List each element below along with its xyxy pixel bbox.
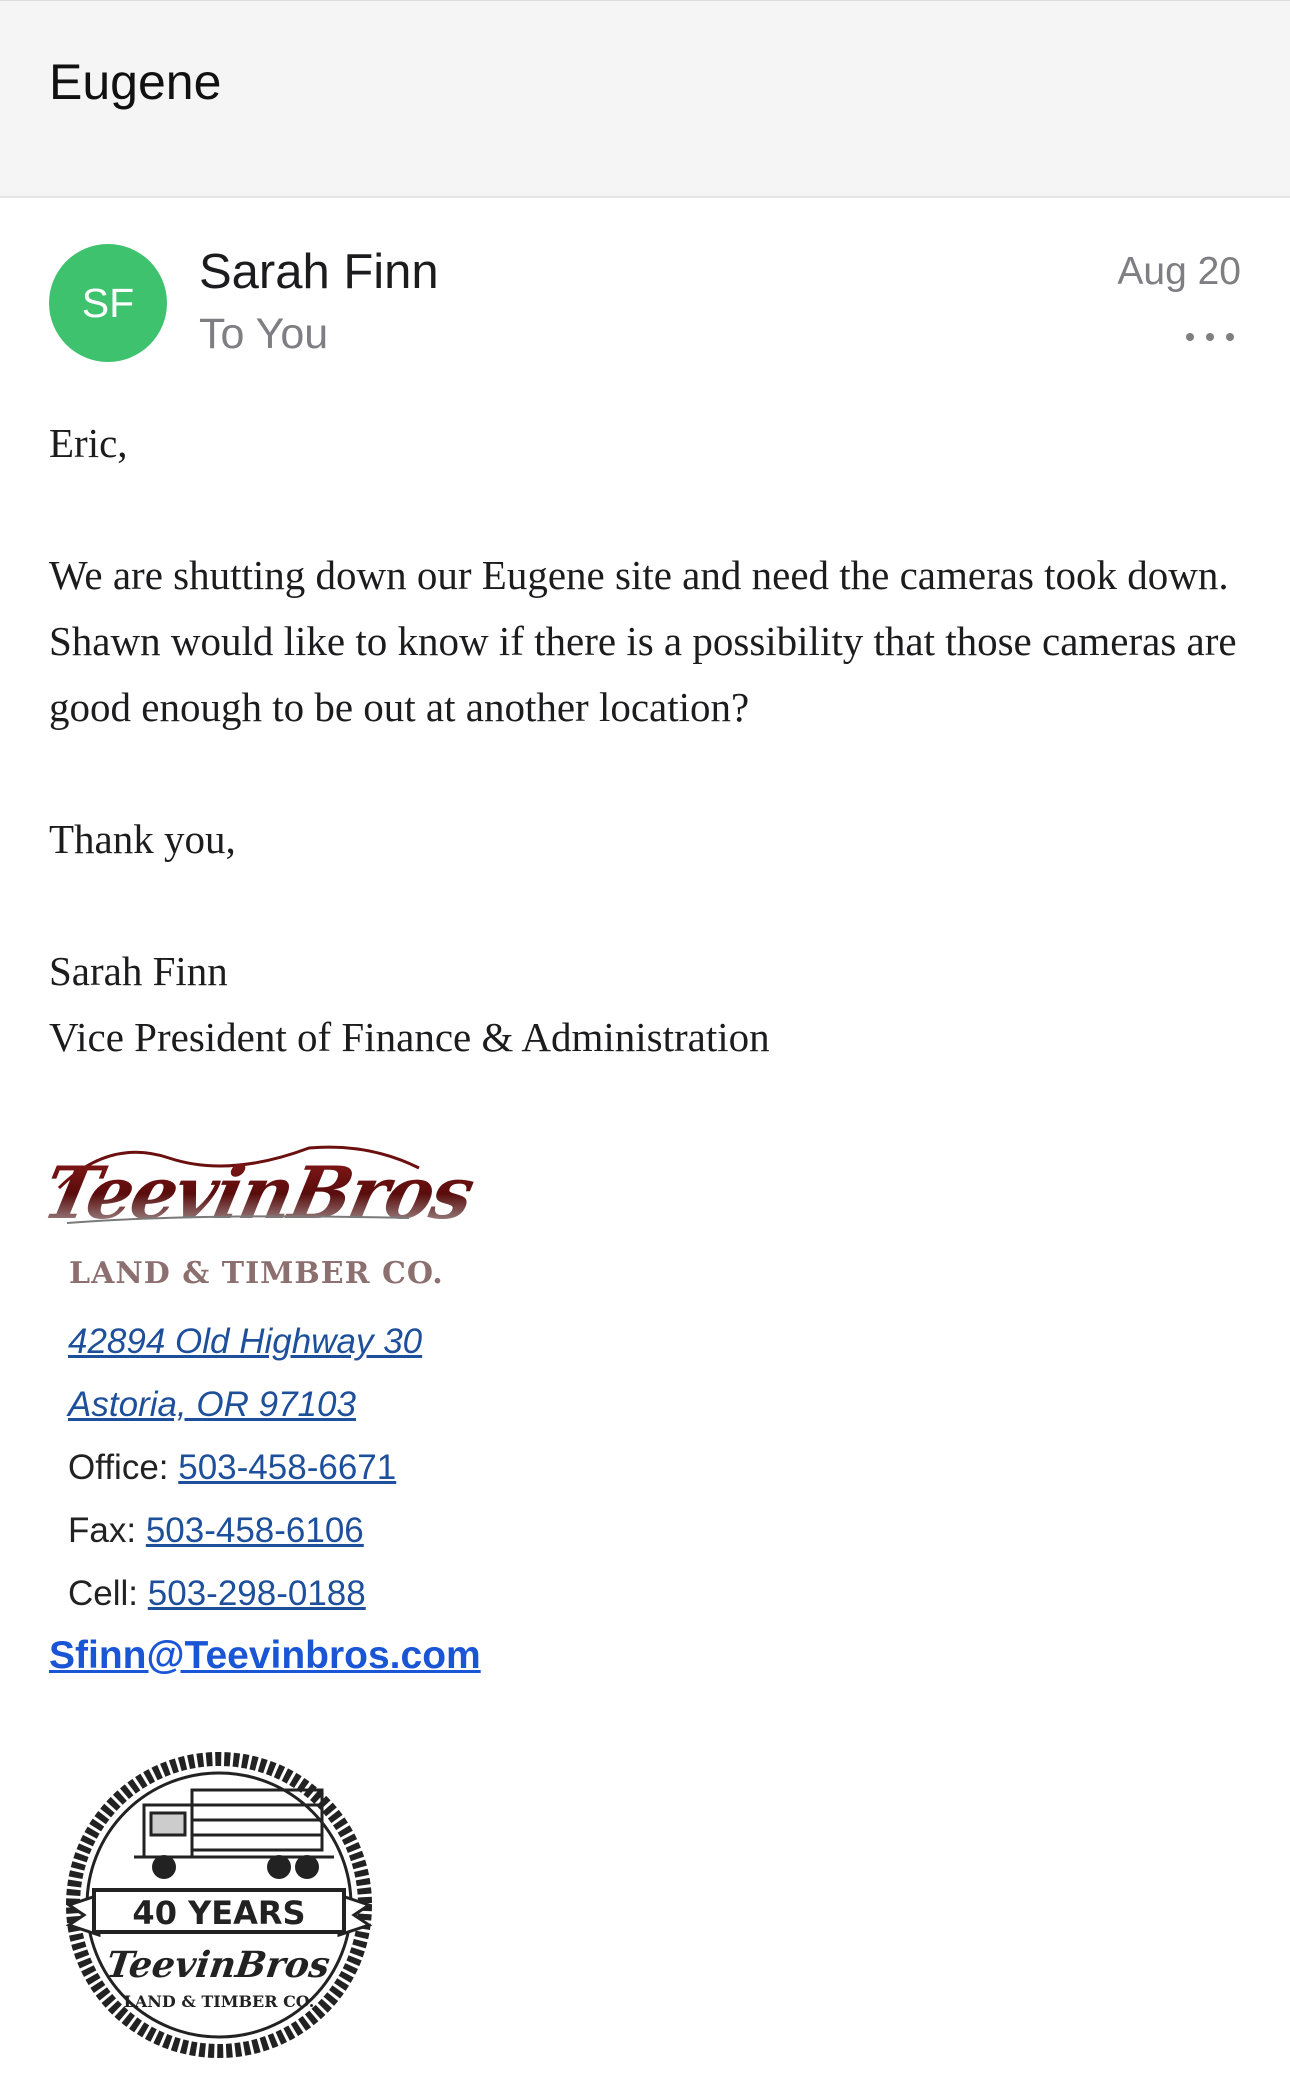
cell-phone-link[interactable]: 503-298-0188	[147, 1574, 366, 1613]
thread-subject: Eugene	[49, 54, 222, 110]
greeting: Eric,	[49, 420, 128, 466]
closing: Thank you,	[49, 816, 236, 862]
address-line-2[interactable]: Astoria, OR 97103	[68, 1385, 356, 1424]
svg-text:40 YEARS: 40 YEARS	[132, 1894, 306, 1932]
cell-line	[68, 1574, 366, 1614]
svg-text:TeevinBros: TeevinBros	[35, 1151, 480, 1236]
company-logo	[35, 1118, 480, 1298]
signature-title: Vice President of Finance & Administration	[49, 1014, 770, 1060]
office-phone-link[interactable]: 503-458-6671	[178, 1448, 397, 1487]
avatar-initials: SF	[81, 279, 135, 326]
sender-avatar[interactable]	[49, 244, 167, 362]
more-options-icon[interactable]	[1186, 322, 1234, 352]
message-body	[49, 410, 1249, 1070]
svg-text:TeevinBros: TeevinBros	[103, 1943, 333, 1986]
cell-label: Cell:	[68, 1574, 139, 1613]
address-line-1[interactable]: 42894 Old Highway 30	[68, 1322, 423, 1361]
fax-phone-link[interactable]: 503-458-6106	[145, 1511, 364, 1550]
recipient-line[interactable]: To You	[199, 310, 329, 358]
anniversary-badge	[49, 1745, 389, 2065]
fax-label: Fax:	[68, 1511, 137, 1550]
body-paragraph: We are shutting down our Eugene site and need the cameras took down. Shawn would like to know if there is a possibility that those cameras are good enough to be out at another location?	[49, 552, 1237, 730]
office-phone-line	[68, 1448, 396, 1488]
email-link[interactable]: Sfinn@Teevinbros.com	[49, 1634, 481, 1677]
svg-text:LAND & TIMBER CO.: LAND & TIMBER CO.	[69, 1256, 444, 1291]
thread-header	[0, 0, 1290, 198]
office-label: Office:	[68, 1448, 169, 1487]
svg-text:LAND & TIMBER CO.: LAND & TIMBER CO.	[123, 1992, 315, 2011]
signature-name: Sarah Finn	[49, 948, 228, 994]
fax-line	[68, 1511, 364, 1551]
message-date: Aug 20	[1117, 250, 1241, 293]
sender-name[interactable]: Sarah Finn	[199, 245, 439, 299]
